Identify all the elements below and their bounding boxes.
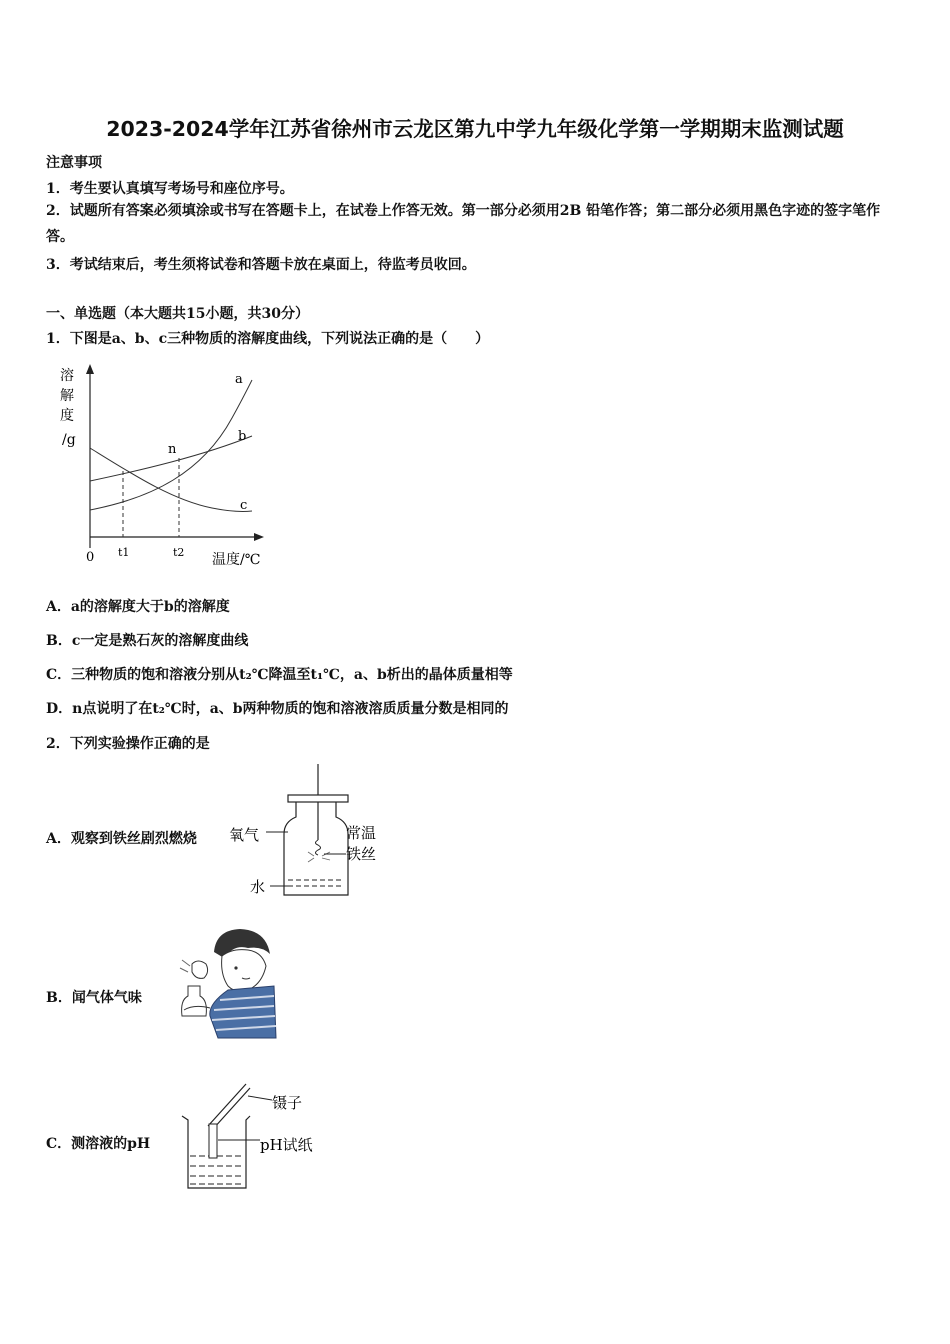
curve-c xyxy=(90,448,252,511)
x-axis-label: 温度/℃ xyxy=(212,552,261,568)
tweezers-label: 镊子 xyxy=(272,1094,303,1112)
tweezers-leader xyxy=(248,1096,272,1100)
tweezers-arm-1 xyxy=(208,1084,246,1126)
curve-b-label: b xyxy=(238,429,247,444)
notice-heading: 注意事项 xyxy=(46,155,102,171)
wave-mark-1 xyxy=(182,960,190,966)
section-heading: 一、单选题（本大题共15小题，共30分） xyxy=(46,306,309,322)
solubility-curve-figure xyxy=(52,358,282,578)
solution-lines xyxy=(190,1156,244,1184)
iron-wire-label: 铁丝 xyxy=(346,845,377,863)
notice-item-2: 2．试题所有答案必须填涂或书写在答题卡上，在试卷上作答无效。第一部分必须用2B 铅笔作答；第二部分必须用黑色字迹的签字笔作答。 xyxy=(46,203,881,245)
eye xyxy=(234,966,237,969)
t2-label: t2 xyxy=(173,546,185,559)
notice-item-3: 3．考试结束后，考生须将试卷和答题卡放在桌面上，待监考员收回。 xyxy=(46,257,476,273)
q1-option-b: B．c一定是熟石灰的溶解度曲线 xyxy=(46,633,249,649)
notice-item-1: 1．考生要认真填写考场号和座位序号。 xyxy=(46,181,294,197)
y-label-1: 溶 xyxy=(60,368,74,384)
water-label: 水 xyxy=(250,878,266,896)
y-label-4: /g xyxy=(62,432,76,448)
curve-c-label: c xyxy=(240,498,248,513)
q1-option-a: A．a的溶解度大于b的溶解度 xyxy=(46,599,230,615)
page-title: 2023-2024学年江苏省徐州市云龙区第九中学九年级化学第一学期期末监测试题 xyxy=(106,117,844,141)
point-n-label: n xyxy=(168,442,177,457)
ph-test-figure xyxy=(176,1080,322,1192)
origin-label: 0 xyxy=(86,550,95,565)
y-label-2: 解 xyxy=(60,388,74,404)
waving-hand xyxy=(192,961,208,978)
iron-wire-coil xyxy=(316,840,321,855)
ph-paper-strip xyxy=(209,1124,217,1158)
tweezers-arm-2 xyxy=(213,1088,250,1129)
smelling-gas-figure xyxy=(170,924,282,1042)
reagent-bottle xyxy=(182,986,207,1016)
curve-a-label: a xyxy=(235,372,243,387)
t1-label: t1 xyxy=(118,546,130,559)
room-temp-label: 常温 xyxy=(346,824,377,842)
x-axis-arrow xyxy=(254,533,264,541)
question-1-stem: 1．下图是a、b、c三种物质的溶解度曲线，下列说法正确的是（ ） xyxy=(46,331,490,347)
y-axis-arrow xyxy=(86,364,94,374)
q2-option-a: A．观察到铁丝剧烈燃烧 xyxy=(46,831,197,847)
q1-option-d: D．n点说明了在t₂℃时，a、b两种物质的饱和溶液溶质质量分数是相同的 xyxy=(46,701,509,717)
q2-option-c: C．测溶液的pH xyxy=(46,1136,151,1152)
iron-combustion-figure xyxy=(226,762,396,902)
bottle-stopper xyxy=(288,795,348,802)
gas-bottle xyxy=(284,802,348,895)
wave-mark-2 xyxy=(180,968,188,972)
q2-option-b: B．闻气体气味 xyxy=(46,990,142,1006)
y-label-3: 度 xyxy=(60,408,74,424)
question-2-stem: 2．下列实验操作正确的是 xyxy=(46,736,210,752)
face xyxy=(222,950,266,992)
ph-paper-label: pH试纸 xyxy=(260,1136,313,1154)
oxygen-label: 氧气 xyxy=(229,826,260,844)
q1-option-c: C．三种物质的饱和溶液分别从t₂℃降温至t₁℃，a、b析出的晶体质量相等 xyxy=(46,667,513,683)
